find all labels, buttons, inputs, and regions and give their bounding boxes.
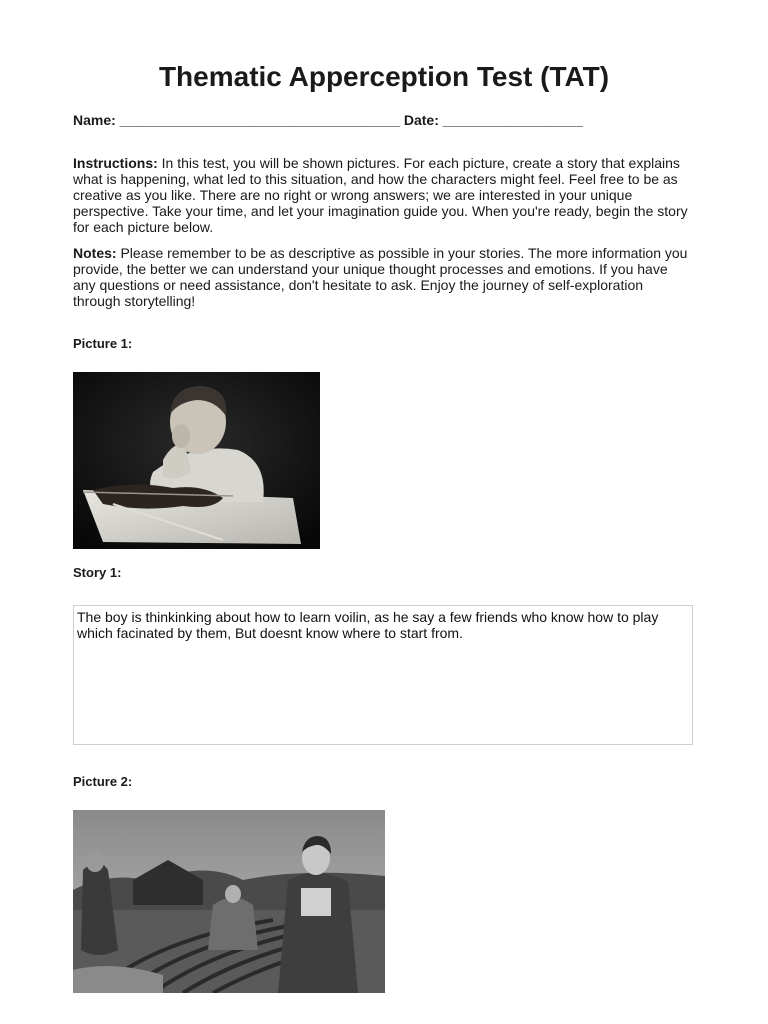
instructions-paragraph bbox=[73, 155, 693, 235]
picture-1-image bbox=[73, 372, 320, 549]
picture-1-label: Picture 1: bbox=[73, 336, 133, 351]
story-1-label: Story 1: bbox=[73, 565, 122, 580]
picture-2-image bbox=[73, 810, 385, 993]
notes-paragraph bbox=[73, 245, 693, 309]
picture-2-label: Picture 2: bbox=[73, 774, 133, 789]
page-title: Thematic Apperception Test (TAT) bbox=[158, 61, 610, 92]
notes-label: Notes: bbox=[73, 245, 117, 261]
story-1-textarea[interactable]: The boy is thinkinking about how to learn voilin, as he say a few friends who know how to play which facinated by them, But doesnt know where to start from. bbox=[73, 605, 693, 745]
instructions-text: In this test, you will be shown pictures. For each picture, create a story that explains what is happening, what led to this situation, and how the characters might feel. Feel free to be as creative as you like. There are no right or wrong answers; we are interested in your unique perspective. Take your time, and let your imagination guide you. When you're ready, begin the story for each picture below. bbox=[73, 155, 688, 235]
instructions-label: Instructions: bbox=[73, 155, 158, 171]
notes-text: Please remember to be as descriptive as possible in your stories. The more information you provide, the better we can understand your unique thought processes and emotions. If you have any questions or need assistance, don't hesitate to ask. Enjoy the journey of self-exploration through storytelling! bbox=[73, 245, 688, 309]
name-date-line: Name: ____________________________________ Date: __________________ bbox=[73, 112, 583, 128]
